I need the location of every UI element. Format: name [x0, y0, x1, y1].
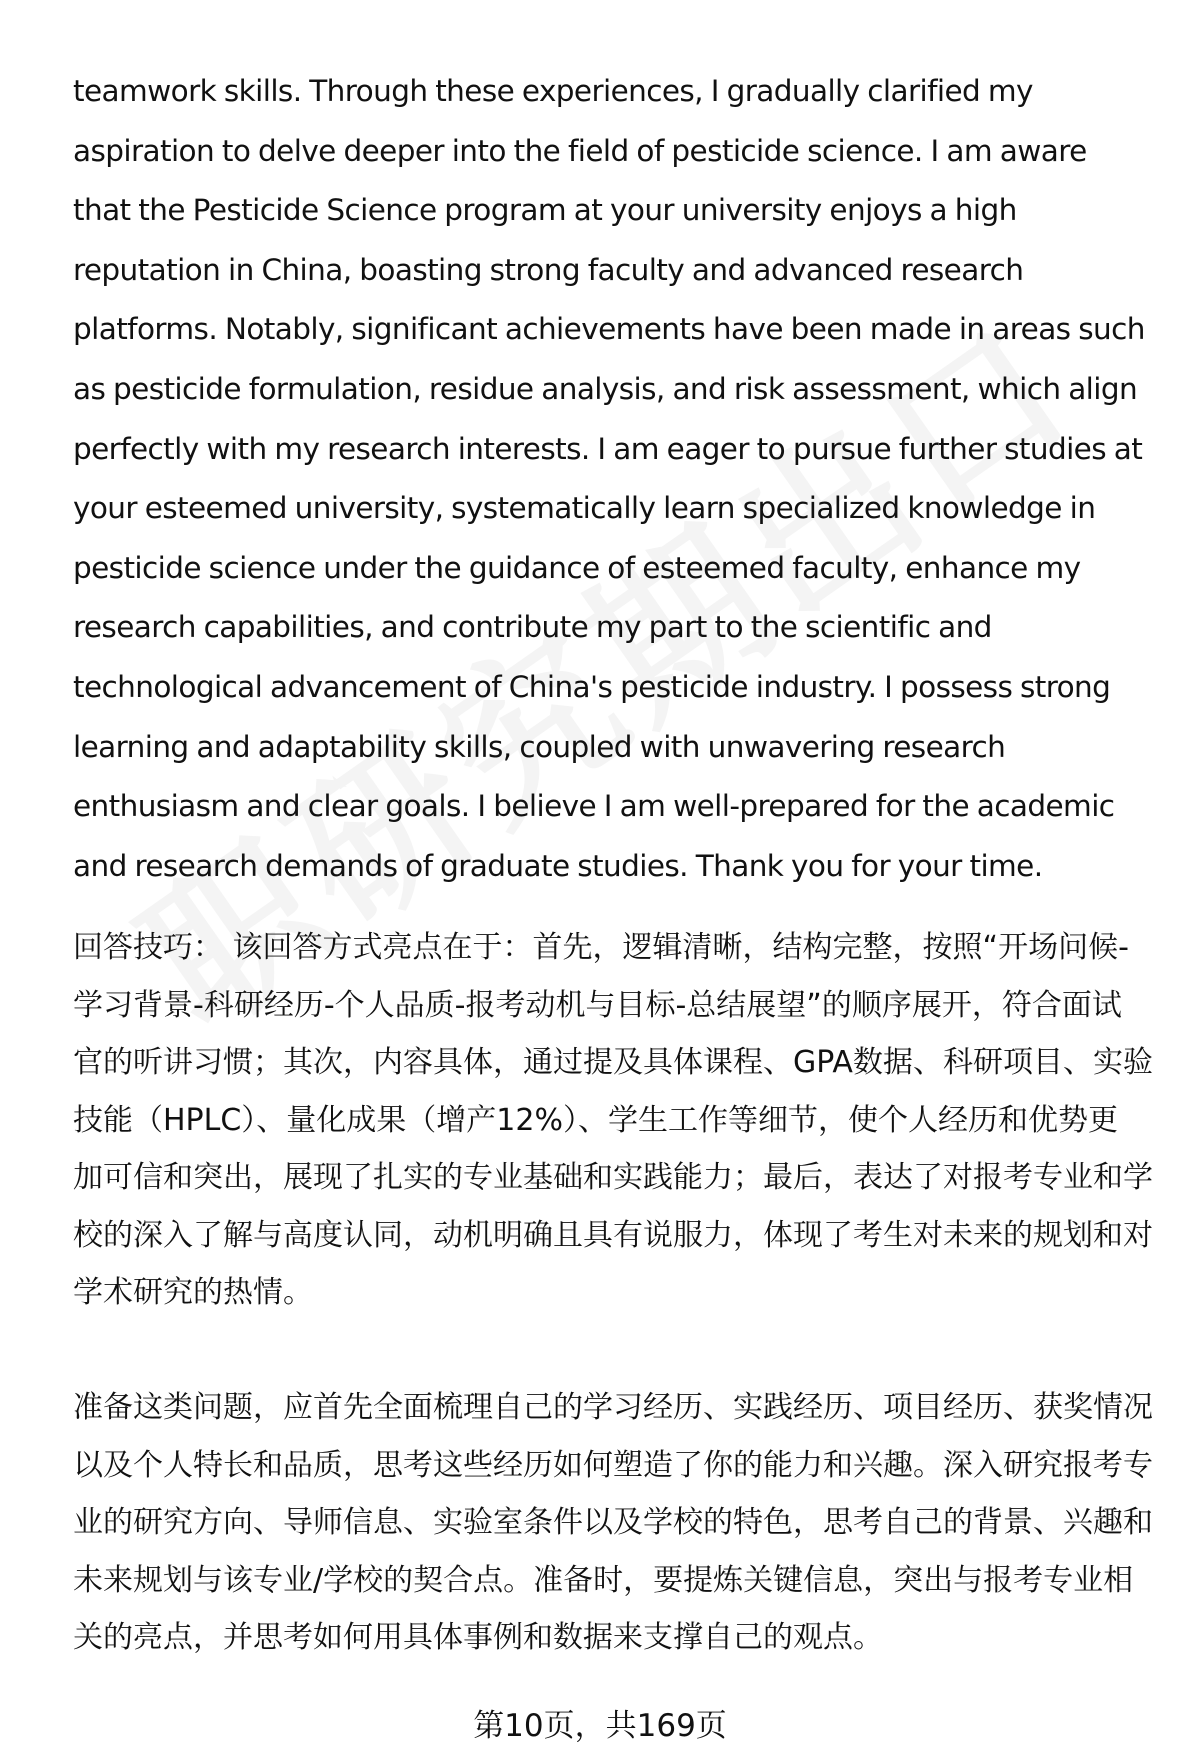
- text-line: pesticide science under the guidance of esteemed faculty, enhance my: [73, 550, 1081, 585]
- text-line: technological advancement of China's pesticide industry. I possess strong: [73, 669, 1111, 704]
- text-line: your esteemed university, systematically learn specialized knowledge in: [73, 491, 1096, 526]
- text-line: reputation in China, boasting strong faculty and advanced research: [73, 252, 1024, 287]
- text-line: research capabilities, and contribute my part to the scientific and: [73, 610, 992, 645]
- text-line: that the Pesticide Science program at your university enjoys a high: [73, 193, 1017, 228]
- answer-tips-paragraph: [73, 919, 1153, 1322]
- preparation-advice-paragraph: [73, 1379, 1153, 1667]
- text-line: as pesticide formulation, residue analysis, and risk assessment, which align: [73, 371, 1138, 406]
- text-line: enthusiasm and clear goals. I believe I am well-prepared for the academic: [73, 789, 1115, 824]
- text-line: 以及个人特长和品质，思考这些经历如何塑造了你的能力和兴趣。深入研究报考专: [73, 1447, 1153, 1483]
- text-line: 官的听讲习惯；其次，内容具体，通过提及具体课程、GPA数据、科研项目、实验: [73, 1045, 1153, 1080]
- text-line: 准备这类问题，应首先全面梳理自己的学习经历、实践经历、项目经历、获奖情况: [73, 1390, 1153, 1425]
- text-line: teamwork skills. Through these experiences, I gradually clarified my: [73, 74, 1033, 108]
- text-line: learning and adaptability skills, coupled with unwavering research: [73, 729, 1006, 764]
- text-line: 技能（HPLC）、量化成果（增产12%）、学生工作等细节，使个人经历和优势更: [73, 1102, 1118, 1138]
- page-number: 第10页，共169页: [473, 1708, 727, 1744]
- text-line: 未来规划与该专业/学校的契合点。准备时，要提炼关键信息，突出与报考专业相: [73, 1562, 1134, 1598]
- english-paragraph: [73, 62, 1143, 896]
- text-line: 学术研究的热情。: [73, 1275, 313, 1310]
- text-line: and research demands of graduate studies. Thank you for your time.: [73, 848, 1043, 883]
- text-line: 学习背景-科研经历-个人品质-报考动机与目标-总结展望”的顺序展开，符合面试: [73, 987, 1122, 1023]
- text-line: 业的研究方向、导师信息、实验室条件以及学校的特色，思考自己的背景、兴趣和: [73, 1505, 1153, 1540]
- text-line: 校的深入了解与高度认同，动机明确且具有说服力，体现了考生对未来的规划和对: [73, 1217, 1153, 1253]
- text-line: 回答技巧： 该回答方式亮点在于：首先，逻辑清晰，结构完整，按照“开场问候-: [73, 930, 1129, 965]
- text-line: 加可信和突出，展现了扎实的专业基础和实践能力；最后，表达了对报考专业和学: [73, 1160, 1153, 1195]
- text-line: perfectly with my research interests. I am eager to pursue further studies at: [73, 431, 1143, 466]
- text-line: aspiration to delve deeper into the field of pesticide science. I am aware: [73, 133, 1087, 168]
- text-line: platforms. Notably, significant achievements have been made in areas such: [73, 312, 1145, 347]
- text-line: 关的亮点，并思考如何用具体事例和数据来支撑自己的观点。: [73, 1620, 883, 1655]
